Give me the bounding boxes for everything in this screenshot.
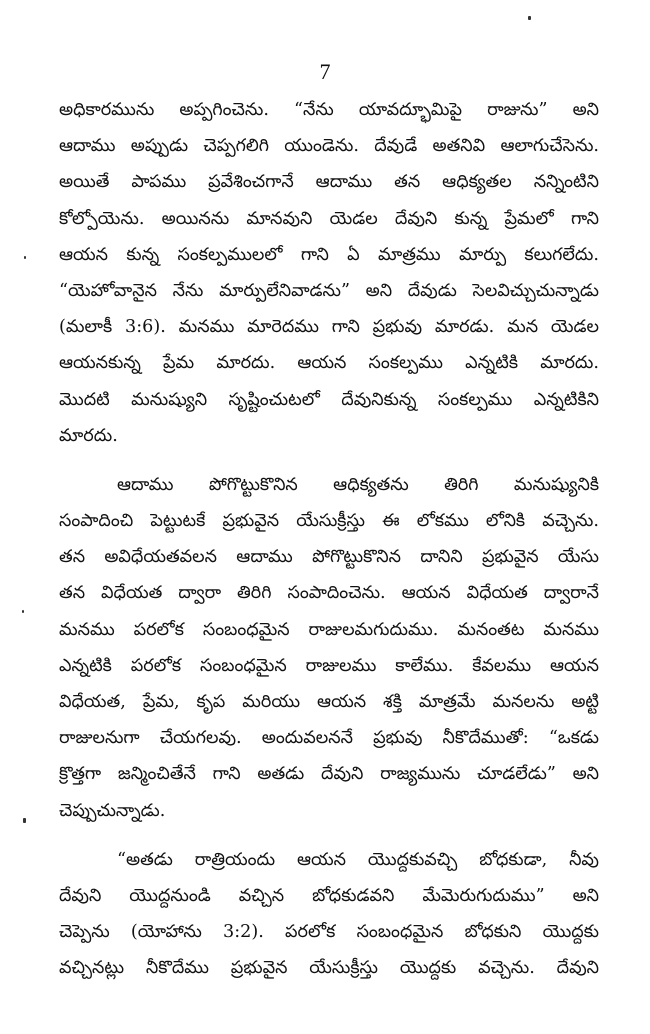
text-line: చెప్పుచున్నాడు. (59, 800, 166, 821)
text-line: విధేయత, ప్రేమ, కృప మరియు ఆయన శక్తి మాత్రమే మనలను అట్టి (59, 692, 599, 712)
scan-speck (22, 610, 24, 613)
text-line: కోల్పోయెను. అయినను మానవుని యెడల దేవుని కున్న ప్రేమలో గాని (59, 208, 599, 229)
text-line: అయితే పాపము ప్రవేశించగానే ఆదాము తన ఆధిక్యతల నన్నింటిని (59, 172, 599, 193)
paragraph-2 (59, 467, 599, 829)
text-line: చెప్పెను (యోహాను 3:2). పరలోక సంబంధమైన బోధకుని యొద్దకు (59, 922, 599, 943)
text-line: “అతడు రాత్రియందు ఆయన యొద్దకువచ్చి బోధకుడా, నీవు (117, 849, 599, 870)
text-line: తన విధేయత ద్వారా తిరిగి సంపాదించెను. ఆయన విధేయత ద్వారానే (59, 583, 599, 604)
text-line: మొదటి మనుష్యుని సృష్టించుటలో దేవునికున్న సంకల్పము ఎన్నటికిని (59, 389, 599, 410)
text-line: ఆయన కున్న సంకల్పములలో గాని ఏ మాత్రము మార్పు కలుగలేదు. (59, 244, 599, 265)
text-line: మనము పరలోక సంబంధమైన రాజులమగుదుము. మనంతట మనము (59, 619, 599, 640)
text-line: వచ్చినట్లు నీకొదేము ప్రభువైన యేసుక్రీస్తు యొద్దకు వచ్చెను. దేవుని (59, 958, 599, 979)
scan-speck (23, 818, 26, 823)
text-line: దేవుని యొద్దనుండి వచ్చిన బోధకుడవని మేమెరుగుదుము” అని (59, 885, 599, 906)
paragraph-spacer (59, 454, 599, 467)
text-line: సంపాదించి పెట్టుటకే ప్రభువైన యేసుక్రీస్తు ఈ లోకము లోనికి వచ్చెను. (59, 511, 599, 532)
scan-speck (528, 16, 531, 20)
scan-speck (24, 256, 26, 259)
text-line: (మలాకీ 3:6). మనము మారెదము గాని ప్రభువు మారడు. మన యెడల (59, 317, 599, 338)
text-line: “యెహోవానైన నేను మార్పులేనివాడను” అని దేవుడు సెలవిచ్చుచున్నాడు (59, 280, 599, 301)
text-line: ఆయనకున్న ప్రేమ మారదు. ఆయన సంకల్పము ఎన్నటికి మారదు. (59, 353, 599, 374)
page-number: 7 (319, 59, 331, 84)
text-line: ఆదాము పోగొట్టుకొనిన ఆధిక్యతను తిరిగి మనుష్యునికి (117, 474, 599, 495)
text-line: అధికారమును అప్పగించెను. “నేను యావద్భూమిపై రాజును” అని (59, 100, 599, 120)
text-line: తన అవిధేయతవలన ఆదాము పోగొట్టుకొనిన దానిని ప్రభువైన యేసు (59, 547, 599, 568)
body-text (59, 92, 599, 987)
paragraph-3 (59, 842, 599, 987)
text-line: క్రొత్తగా జన్మించితేనే గాని అతడు దేవుని రాజ్యమును చూడలేడు” అని (59, 764, 599, 785)
text-line: ఆదాము అప్పుడు చెప్పగలిగి యుండెను. దేవుడే అతనివి ఆలాగుచేసెను. (59, 136, 599, 157)
text-line: రాజులనుగా చేయగలవు. అందువలననే ప్రభువు నీకొదేముతో: “ఒకడు (59, 728, 599, 749)
paragraph-1 (59, 92, 599, 454)
text-line: మారదు. (59, 425, 118, 446)
text-line: ఎన్నటికి పరలోక సంబంధమైన రాజులము కాలేము. కేవలము ఆయన (59, 655, 599, 676)
paragraph-spacer (59, 829, 599, 842)
